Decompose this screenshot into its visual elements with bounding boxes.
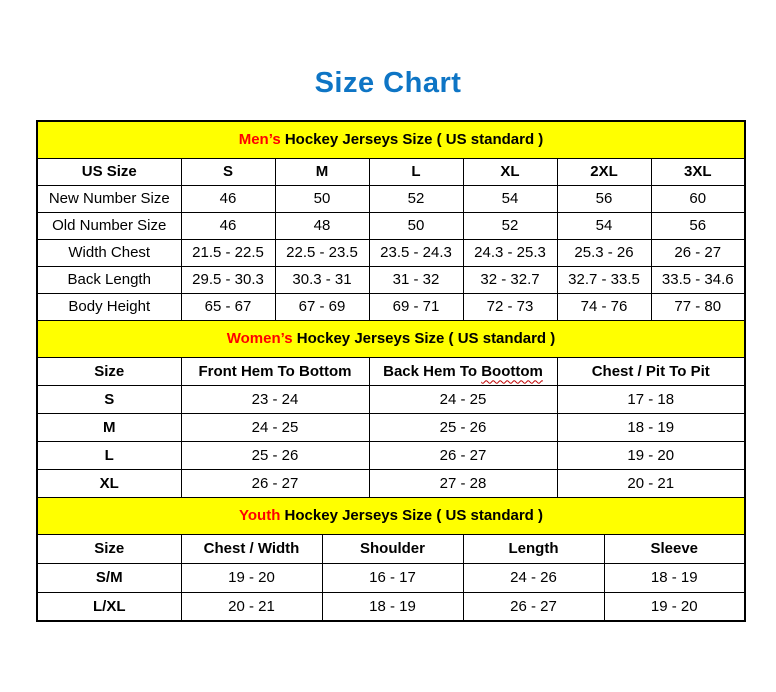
table-cell: 25 - 26 — [181, 441, 369, 469]
table-cell: 19 - 20 — [181, 563, 322, 592]
column-header — [369, 357, 557, 385]
table-cell: 23.5 - 24.3 — [369, 239, 463, 266]
row-label: XL — [37, 469, 181, 497]
table-cell: 30.3 - 31 — [275, 266, 369, 293]
table-row — [37, 239, 745, 266]
table-cell: 19 - 20 — [604, 592, 745, 621]
row-label: Body Height — [37, 293, 181, 320]
table-cell: 25 - 26 — [369, 413, 557, 441]
column-header: US Size — [37, 158, 181, 185]
table-cell: 20 - 21 — [181, 592, 322, 621]
table-cell: 33.5 - 34.6 — [651, 266, 745, 293]
column-header: 2XL — [557, 158, 651, 185]
table-cell: 69 - 71 — [369, 293, 463, 320]
womens-header-row — [37, 357, 745, 385]
table-cell: 18 - 19 — [604, 563, 745, 592]
youth-header-row — [37, 534, 745, 563]
mens-header-row — [37, 158, 745, 185]
column-header: Length — [463, 534, 604, 563]
table-cell: 19 - 20 — [557, 441, 745, 469]
column-header: Front Hem To Bottom — [181, 357, 369, 385]
column-header-text: Back Hem To — [383, 362, 478, 380]
table-cell: 18 - 19 — [557, 413, 745, 441]
table-row — [37, 266, 745, 293]
table-cell: 24 - 25 — [181, 413, 369, 441]
youth-section-banner — [37, 497, 745, 534]
table-row — [37, 592, 745, 621]
table-cell: 50 — [369, 212, 463, 239]
row-label: S — [37, 385, 181, 413]
table-cell: 48 — [275, 212, 369, 239]
column-header: Sleeve — [604, 534, 745, 563]
table-cell: 20 - 21 — [557, 469, 745, 497]
table-row — [37, 469, 745, 497]
column-header: Size — [37, 357, 181, 385]
page-title: Size Chart — [314, 67, 462, 99]
table-row — [37, 385, 745, 413]
column-header: 3XL — [651, 158, 745, 185]
mens-banner-highlight: Men’s — [238, 131, 281, 149]
youth-banner-highlight: Youth — [239, 507, 281, 524]
row-label: Back Length — [37, 266, 181, 293]
table-cell: 26 - 27 — [463, 592, 604, 621]
womens-section-banner — [37, 320, 745, 357]
table-cell: 24 - 26 — [463, 563, 604, 592]
table-cell: 56 — [651, 212, 745, 239]
table-cell: 27 - 28 — [369, 469, 557, 497]
table-row — [37, 185, 745, 212]
table-cell: 24 - 25 — [369, 385, 557, 413]
size-chart-table — [36, 120, 746, 622]
table-row — [37, 441, 745, 469]
table-row — [37, 413, 745, 441]
table-cell: 26 - 27 — [181, 469, 369, 497]
row-label: Old Number Size — [37, 212, 181, 239]
table-row — [37, 293, 745, 320]
misspelled-word-squiggle: Boottom — [481, 362, 543, 380]
table-cell: 17 - 18 — [557, 385, 745, 413]
womens-banner-text: Hockey Jerseys Size ( US standard ) — [296, 330, 556, 347]
table-cell: 29.5 - 30.3 — [181, 266, 275, 293]
table-cell: 18 - 19 — [322, 592, 463, 621]
column-header: S — [181, 158, 275, 185]
row-label: New Number Size — [37, 185, 181, 212]
womens-banner-row — [37, 320, 745, 357]
column-header: Size — [37, 534, 181, 563]
column-header: Chest / Pit To Pit — [557, 357, 745, 385]
table-cell: 65 - 67 — [181, 293, 275, 320]
table-row — [37, 563, 745, 592]
table-cell: 22.5 - 23.5 — [275, 239, 369, 266]
column-header: L — [369, 158, 463, 185]
table-cell: 46 — [181, 185, 275, 212]
mens-banner-text: Hockey Jerseys Size ( US standard ) — [284, 131, 544, 149]
table-cell: 23 - 24 — [181, 385, 369, 413]
column-header: Chest / Width — [181, 534, 322, 563]
youth-banner-row — [37, 497, 745, 534]
table-cell: 16 - 17 — [322, 563, 463, 592]
womens-banner-highlight: Women’s — [226, 330, 293, 347]
table-cell: 52 — [463, 212, 557, 239]
column-header: Shoulder — [322, 534, 463, 563]
row-label: S/M — [37, 563, 181, 592]
table-cell: 46 — [181, 212, 275, 239]
table-cell: 32 - 32.7 — [463, 266, 557, 293]
row-label: M — [37, 413, 181, 441]
table-cell: 24.3 - 25.3 — [463, 239, 557, 266]
row-label: L — [37, 441, 181, 469]
table-cell: 25.3 - 26 — [557, 239, 651, 266]
mens-section-banner — [37, 121, 745, 158]
table-cell: 26 - 27 — [651, 239, 745, 266]
table-cell: 67 - 69 — [275, 293, 369, 320]
table-cell: 60 — [651, 185, 745, 212]
column-header: XL — [463, 158, 557, 185]
table-row — [37, 212, 745, 239]
table-cell: 50 — [275, 185, 369, 212]
table-cell: 52 — [369, 185, 463, 212]
table-cell: 54 — [463, 185, 557, 212]
mens-banner-row — [37, 121, 745, 158]
table-cell: 26 - 27 — [369, 441, 557, 469]
row-label: L/XL — [37, 592, 181, 621]
row-label: Width Chest — [37, 239, 181, 266]
table-cell: 72 - 73 — [463, 293, 557, 320]
table-cell: 77 - 80 — [651, 293, 745, 320]
table-cell: 74 - 76 — [557, 293, 651, 320]
table-cell: 21.5 - 22.5 — [181, 239, 275, 266]
column-header: M — [275, 158, 369, 185]
youth-banner-text: Hockey Jerseys Size ( US standard ) — [284, 507, 543, 524]
table-cell: 56 — [557, 185, 651, 212]
table-cell: 31 - 32 — [369, 266, 463, 293]
table-cell: 54 — [557, 212, 651, 239]
table-cell: 32.7 - 33.5 — [557, 266, 651, 293]
